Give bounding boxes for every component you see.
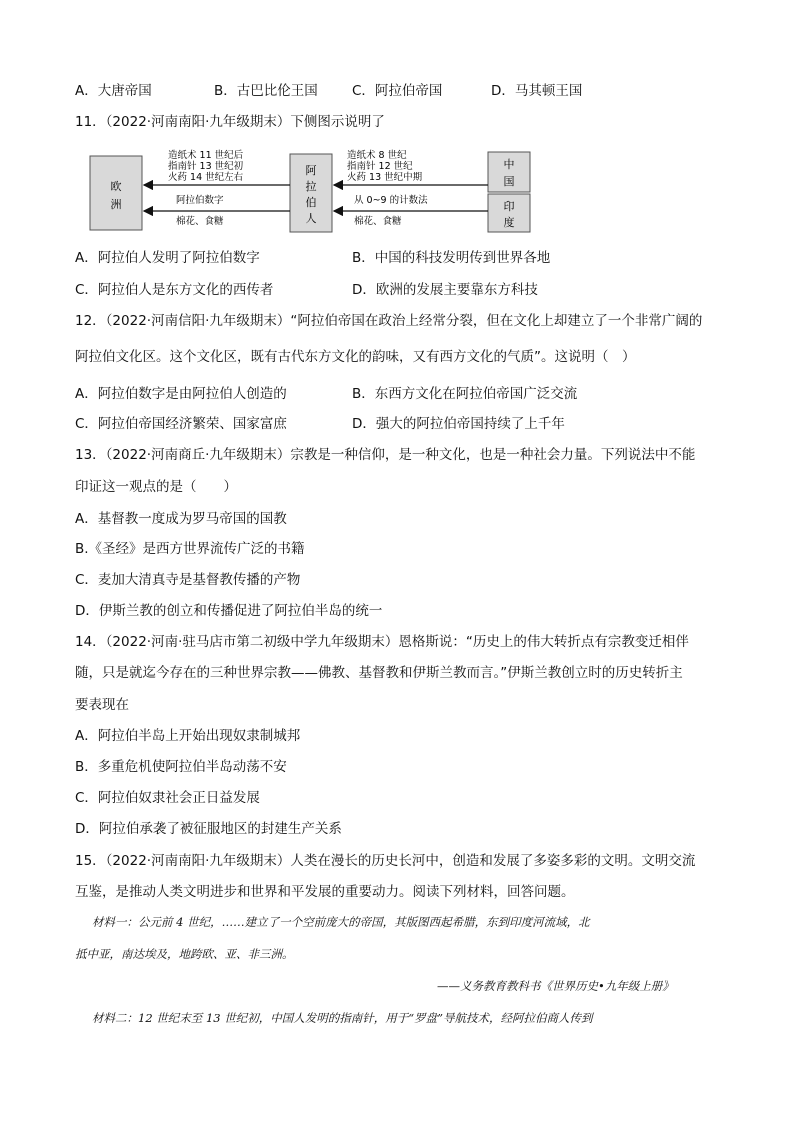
china-label-2: 国 [503, 175, 515, 188]
q12-option-d: D．强大的阿拉伯帝国持续了上千年 [352, 416, 565, 432]
left-top-line-2: 指南针 13 世纪初 [168, 161, 244, 172]
q11-option-a: A．阿拉伯人发明了阿拉伯数字 [75, 250, 260, 266]
q12-stem-line-1: 12．（2022·河南信阳·九年级期末）“阿拉伯帝国在政治上经常分裂，但在文化上却建立了一个非常广阔的 [75, 313, 703, 329]
right-top-line-1: 造纸术 8 世纪 [347, 150, 407, 161]
q12-option-a: A．阿拉伯数字是由阿拉伯人创造的 [75, 386, 287, 402]
q15-material1-line-1: 材料一：公元前 4 世纪，……建立了一个空前庞大的帝国，其版图西起希腊，东到印度河流域，北 [92, 915, 590, 929]
india-label-1: 印 [503, 200, 515, 213]
q11-option-b: B．中国的科技发明传到世界各地 [352, 250, 551, 266]
q11-option-d: D．欧洲的发展主要靠东方科技 [352, 282, 538, 298]
q14-option-b: B．多重危机使阿拉伯半岛动荡不安 [75, 759, 287, 775]
q15-stem-line-1: 15．（2022·河南南阳·九年级期末）人类在漫长的历史长河中，创造和发展了多姿多彩的文明。文明交流 [75, 853, 696, 869]
q15-material2-line-1: 材料二：12 世纪末至 13 世纪初，中国人发明的指南针，用于“罗盘”导航技术，经阿拉伯商人传到 [92, 1011, 593, 1025]
arab-label-3: 伯 [305, 196, 317, 209]
q12-stem-line-2: 阿拉伯文化区。这个文化区，既有古代东方文化的韵味，又有西方文化的气质”。这说明（ ） [75, 349, 636, 365]
q15-material1-line-2: 抵中亚，南达埃及，地跨欧、亚、非三洲。 [75, 947, 294, 961]
q13-option-a: A．基督教一度成为罗马帝国的国教 [75, 511, 287, 527]
arab-label-4: 人 [305, 212, 317, 225]
q11-stem: 11．（2022·河南南阳·九年级期末）下侧图示说明了 [75, 114, 385, 130]
q14-stem-line-3: 要表现在 [75, 697, 129, 713]
q13-stem-line-2: 印证这一观点的是（ ） [75, 479, 237, 495]
india-label-2: 度 [503, 216, 515, 229]
europe-label-2: 洲 [110, 198, 122, 211]
q10-option-a: A．大唐帝国 [75, 83, 152, 99]
china-label-1: 中 [503, 158, 515, 171]
europe-box [90, 156, 142, 230]
left-top-line-1: 造纸术 11 世纪后 [168, 150, 244, 161]
q13-option-c: C．麦加大清真寺是基督教传播的产物 [75, 572, 301, 588]
right-bottom-line-1: 从 0~9 的计数法 [354, 195, 428, 206]
q14-option-d: D．阿拉伯承袭了被征服地区的封建生产关系 [75, 821, 342, 837]
q14-stem-line-1: 14．（2022·河南·驻马店市第二初级中学九年级期末）恩格斯说：“历史上的伟大转折点有宗教变迁相伴 [75, 634, 689, 650]
q12-option-b: B．东西方文化在阿拉伯帝国广泛交流 [352, 386, 578, 402]
q14-option-c: C．阿拉伯奴隶社会正日益发展 [75, 790, 260, 806]
q15-stem-line-2: 互鉴，是推动人类文明进步和世界和平发展的重要动力。阅读下列材料，回答问题。 [75, 884, 575, 900]
q13-option-d: D．伊斯兰教的创立和传播促进了阿拉伯半岛的统一 [75, 603, 383, 619]
q13-option-b: B.《圣经》是西方世界流传广泛的书籍 [75, 541, 305, 557]
arab-label-1: 阿 [305, 164, 317, 177]
q13-stem-line-1: 13．（2022·河南商丘·九年级期末）宗教是一种信仰，是一种文化，也是一种社会力量。下列说法中不能 [75, 447, 696, 463]
left-top-line-3: 火药 14 世纪左右 [168, 172, 244, 183]
q11-diagram [88, 148, 538, 238]
q10-option-d: D．马其顿王国 [491, 83, 583, 99]
right-top-line-2: 指南针 12 世纪 [347, 161, 413, 172]
right-bottom-line-2: 棉花、食糖 [354, 216, 402, 227]
arab-label-2: 拉 [305, 180, 317, 193]
q11-option-c: C．阿拉伯人是东方文化的西传者 [75, 282, 274, 298]
left-bottom-line-2: 棉花、食糖 [176, 216, 224, 227]
europe-label-1: 欧 [110, 180, 122, 193]
q14-option-a: A．阿拉伯半岛上开始出现奴隶制城邦 [75, 728, 301, 744]
right-top-line-3: 火药 13 世纪中期 [347, 172, 423, 183]
q12-option-c: C．阿拉伯帝国经济繁荣、国家富庶 [75, 416, 287, 432]
q10-option-c: C．阿拉伯帝国 [352, 83, 443, 99]
q14-stem-line-2: 随，只是就迄今存在的三种世界宗教——佛教、基督教和伊斯兰教而言。”伊斯兰教创立时的历史转折主 [75, 665, 683, 681]
left-bottom-line-1: 阿拉伯数字 [176, 195, 224, 206]
q15-material1-source: ——义务教育教科书《世界历史•九年级上册》 [437, 979, 674, 993]
q10-option-b: B．古巴比伦王国 [214, 83, 318, 99]
